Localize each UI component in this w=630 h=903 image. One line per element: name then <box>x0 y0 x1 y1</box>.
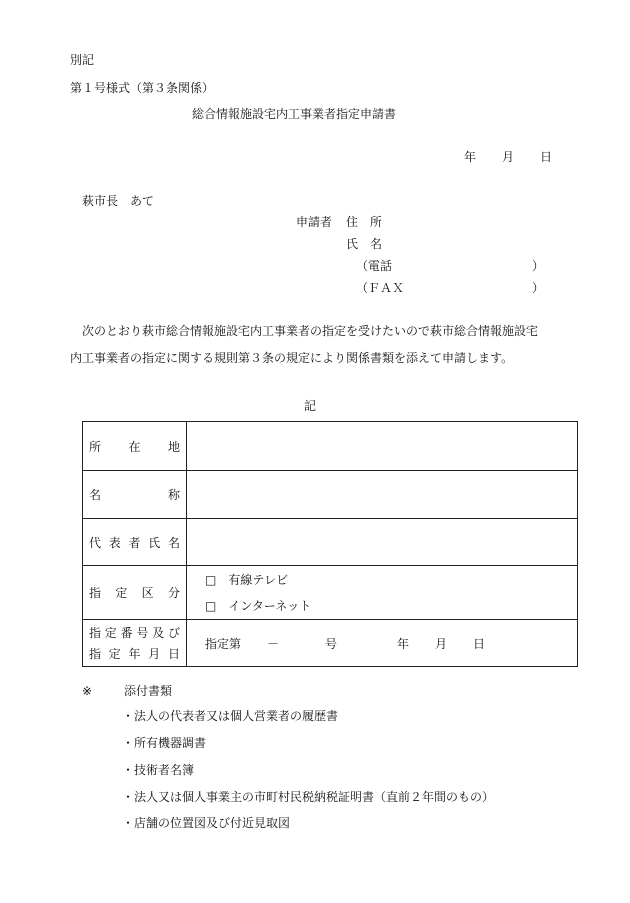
designation-day: 日 <box>473 636 486 651</box>
designation-label-line-1 <box>89 624 180 641</box>
label-char: 称 <box>167 488 180 502</box>
category-label <box>83 584 186 601</box>
designation-label-line-2 <box>89 645 180 662</box>
date-day: 日 <box>540 150 553 164</box>
label-char: 年 <box>128 647 141 661</box>
location-label-cell <box>83 422 187 471</box>
designation-label-cell <box>83 620 187 667</box>
label-char: 表 <box>108 535 121 550</box>
date-month: 月 <box>502 150 515 164</box>
annex-label: 別記 <box>70 53 95 67</box>
label-char: 名 <box>167 535 180 550</box>
option-internet[interactable] <box>187 600 577 612</box>
form-number: 第１号様式（第３条関係） <box>70 81 215 95</box>
designation-month: 月 <box>435 636 448 651</box>
label-char: 分 <box>167 586 180 600</box>
label-char: 氏 <box>148 535 161 550</box>
location-label <box>83 438 186 455</box>
label-char: 指 <box>89 586 102 600</box>
applicant-phone-close: ） <box>532 259 545 273</box>
designation-dash: － <box>267 636 280 651</box>
applicant-fax-label: （ＦＡＸ <box>356 281 405 295</box>
applicant-address-label: 住 所 <box>346 215 383 229</box>
designation-value-cell[interactable] <box>187 620 578 667</box>
attachment-item: ・店舗の位置図及び付近見取図 <box>122 816 291 830</box>
option-label: 有線テレビ <box>228 572 289 587</box>
label-char: 者 <box>128 535 141 550</box>
designation-value <box>187 635 577 652</box>
attachment-item: ・法人の代表者又は個人営業者の履歴書 <box>122 709 339 723</box>
category-value-cell <box>187 566 578 620</box>
body-line-2: 内工事業者の指定に関する規則第３条の規定により関係書類を添えて申請します。 <box>70 351 514 365</box>
name-label-cell <box>83 471 187 519</box>
ki-label: 記 <box>304 399 317 413</box>
designation-year: 年 <box>397 636 410 651</box>
row-category <box>83 566 578 620</box>
label-char: 月 <box>148 647 161 661</box>
row-location <box>83 422 578 471</box>
row-name <box>83 471 578 519</box>
label-char: 定 <box>104 626 117 640</box>
representative-value-cell[interactable] <box>187 519 578 566</box>
checkbox[interactable]: □ <box>205 598 217 613</box>
label-char: 代 <box>89 535 102 550</box>
attachments-mark: ※ <box>82 684 93 698</box>
label-char: 番 <box>120 626 133 640</box>
designation-label <box>83 624 186 662</box>
representative-label <box>83 534 186 551</box>
attachment-item: ・所有機器調書 <box>122 736 207 750</box>
label-char: 指 <box>89 626 102 640</box>
addressee: 萩市長 あて <box>82 194 155 208</box>
applicant-fax-close: ） <box>532 281 545 295</box>
row-representative <box>83 519 578 566</box>
checkbox[interactable]: □ <box>205 572 217 587</box>
name-value-cell[interactable] <box>187 471 578 519</box>
date-year: 年 <box>464 150 477 164</box>
application-table <box>82 421 578 667</box>
category-label-cell <box>83 566 187 620</box>
label-char: 区 <box>141 586 154 600</box>
location-value-cell[interactable] <box>187 422 578 471</box>
attachments-heading: 添付書類 <box>124 684 173 698</box>
option-cable-tv[interactable] <box>187 574 577 586</box>
label-char: 号 <box>136 626 149 640</box>
attachment-item: ・技術者名簿 <box>122 763 195 777</box>
applicant-phone-label: （電話 <box>356 259 393 273</box>
label-char: 地 <box>167 439 180 454</box>
label-char: 及 <box>152 626 165 640</box>
attachment-item: ・法人又は個人事業主の市町村民税納税証明書（直前２年間のもの） <box>122 790 495 804</box>
representative-label-cell <box>83 519 187 566</box>
row-designation <box>83 620 578 667</box>
label-char: 名 <box>89 488 102 502</box>
label-char: 所 <box>89 439 102 454</box>
applicant-name-label: 氏 名 <box>346 237 383 251</box>
label-char: 指 <box>89 647 102 661</box>
document-title: 総合情報施設宅内工事業者指定申請書 <box>192 107 397 121</box>
label-char: 在 <box>128 439 141 454</box>
designation-go: 号 <box>325 636 338 651</box>
label-char: 日 <box>167 647 180 661</box>
label-char: 定 <box>108 647 121 661</box>
label-char: 定 <box>115 586 128 600</box>
applicant-label: 申請者 <box>296 215 333 229</box>
name-label <box>83 486 186 503</box>
body-line-1: 次のとおり萩市総合情報施設宅内工事業者の指定を受けたいので萩市総合情報施設宅 <box>82 324 539 338</box>
designation-prefix: 指定第 <box>205 636 242 651</box>
option-label: インターネット <box>228 598 312 613</box>
label-char: び <box>167 626 180 640</box>
